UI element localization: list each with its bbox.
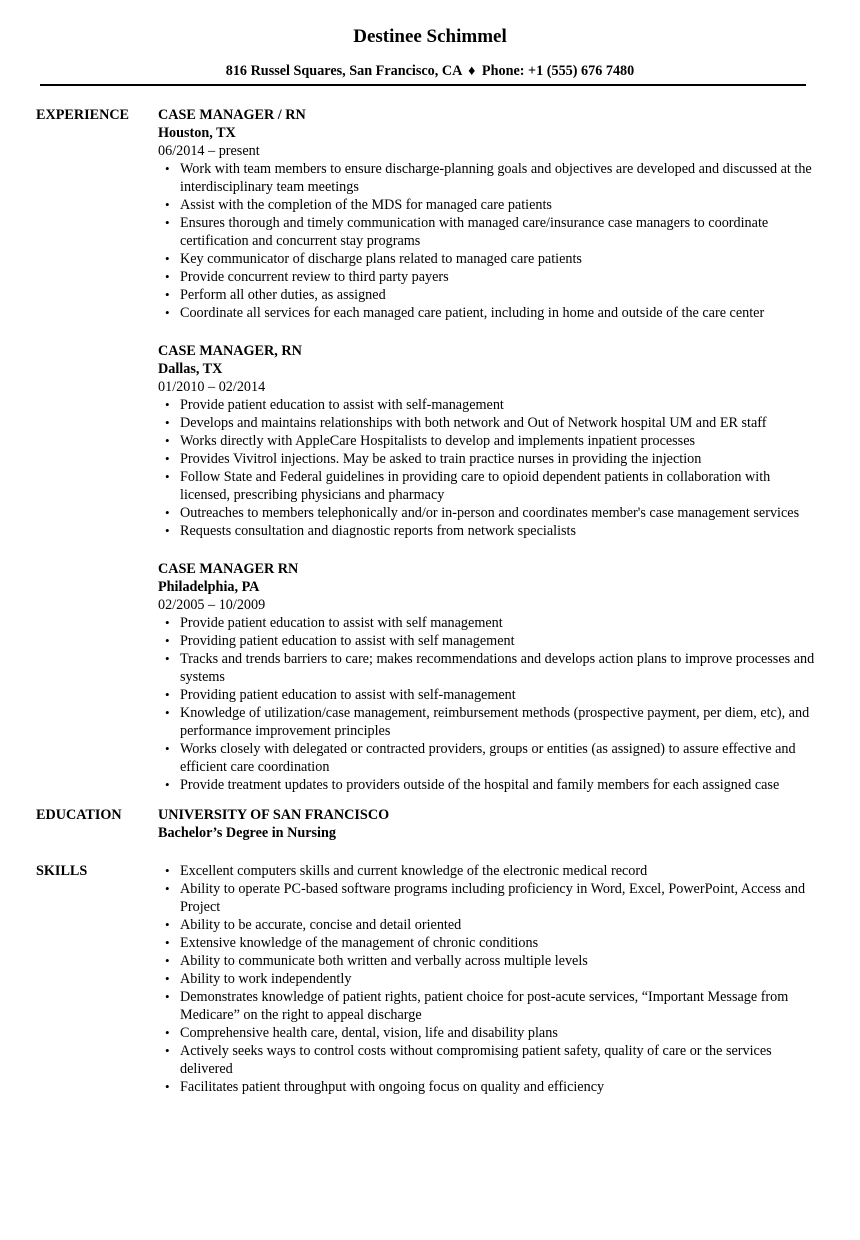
bullet-item: • Ability to work independently [158, 970, 820, 988]
education-body [158, 806, 860, 842]
bullet-item: • Key communicator of discharge plans related to managed care patients [158, 250, 820, 268]
bullet-item: • Assist with the completion of the MDS for managed care patients [158, 196, 820, 214]
resume-header [0, 0, 860, 86]
school-name: UNIVERSITY OF SAN FRANCISCO [158, 807, 390, 823]
job-title: CASE MANAGER / RN [158, 107, 306, 123]
header-divider [40, 84, 806, 86]
bullet-item: • Facilitates patient throughput with ongoing focus on quality and efficiency [158, 1078, 820, 1096]
degree: Bachelor’s Degree in Nursing [158, 825, 336, 841]
job-title: CASE MANAGER RN [158, 561, 299, 577]
phone: Phone: +1 (555) 676 7480 [481, 63, 635, 79]
bullet-item: • Outreaches to members telephonically and/or in-person and coordinates member's case management services [158, 504, 820, 522]
job-bullets [158, 614, 820, 794]
diamond-separator-icon: ♦ [468, 63, 476, 79]
bullet-item: • Providing patient education to assist with self management [158, 632, 820, 650]
section-label-experience: EXPERIENCE [36, 107, 130, 123]
education-section [0, 806, 860, 842]
bullet-item: • Ability to communicate both written and verbally across multiple levels [158, 952, 820, 970]
section-label-skills: SKILLS [36, 863, 88, 879]
bullet-item: • Provide treatment updates to providers outside of the hospital and family members for each assigned case [158, 776, 820, 794]
job-location: Houston, TX [158, 125, 236, 141]
job-entry [158, 106, 820, 322]
bullet-item: • Demonstrates knowledge of patient rights, patient choice for post-acute services, “Important Message from Medicare” on the right to appeal discharge [158, 988, 820, 1024]
skills-section [0, 862, 860, 1096]
address: 816 Russel Squares, San Francisco, CA [225, 63, 462, 79]
bullet-item: • Comprehensive health care, dental, vision, life and disability plans [158, 1024, 820, 1042]
bullet-item: • Provide concurrent review to third party payers [158, 268, 820, 286]
job-entry [158, 342, 820, 540]
bullet-item: • Providing patient education to assist with self-management [158, 686, 820, 704]
candidate-name: Destinee Schimmel [353, 26, 507, 47]
job-dates: 01/2010 – 02/2014 [158, 379, 266, 395]
experience-section [0, 106, 860, 794]
job-dates: 02/2005 – 10/2009 [158, 597, 266, 613]
bullet-item: • Ability to operate PC-based software programs including proficiency in Word, Excel, PowerPoint, Access and Project [158, 880, 820, 916]
bullet-item: • Works closely with delegated or contracted providers, groups or entities (as assigned) to assure effective and efficient care coordination [158, 740, 820, 776]
skills-body [158, 862, 860, 1096]
bullet-item: • Excellent computers skills and current knowledge of the electronic medical record [158, 862, 820, 880]
job-bullets [158, 160, 820, 322]
section-label-education: EDUCATION [36, 807, 122, 823]
bullet-item: • Work with team members to ensure discharge-planning goals and objectives are developed and discussed at the interdisciplinary team meetings [158, 160, 820, 196]
bullet-item: • Tracks and trends barriers to care; makes recommendations and develops action plans to improve processes and systems [158, 650, 820, 686]
skills-list [158, 862, 820, 1096]
bullet-item: • Coordinate all services for each managed care patient, including in home and outside of the care center [158, 304, 820, 322]
bullet-item: • Develops and maintains relationships with both network and Out of Network hospital UM and ER staff [158, 414, 820, 432]
bullet-item: • Works directly with AppleCare Hospitalists to develop and implements inpatient processes [158, 432, 820, 450]
job-entry [158, 560, 820, 794]
bullet-item: • Ability to be accurate, concise and detail oriented [158, 916, 820, 934]
job-location: Philadelphia, PA [158, 579, 260, 595]
bullet-item: • Follow State and Federal guidelines in providing care to opioid dependent patients in collaboration with licensed, prescribing physicians and pharmacy [158, 468, 820, 504]
bullet-item: • Provide patient education to assist with self-management [158, 396, 820, 414]
job-location: Dallas, TX [158, 361, 223, 377]
bullet-item: • Actively seeks ways to control costs without compromising patient safety, quality of care or the services delivered [158, 1042, 820, 1078]
job-dates: 06/2014 – present [158, 143, 260, 159]
bullet-item: • Knowledge of utilization/case management, reimbursement methods (prospective payment, per diem, etc), and performance improvement principles [158, 704, 820, 740]
bullet-item: • Extensive knowledge of the management of chronic conditions [158, 934, 820, 952]
job-bullets [158, 396, 820, 540]
bullet-item: • Provide patient education to assist with self management [158, 614, 820, 632]
bullet-item: • Ensures thorough and timely communication with managed care/insurance case managers to coordinate certification and concurrent stay programs [158, 214, 820, 250]
bullet-item: • Provides Vivitrol injections. May be asked to train practice nurses in providing the injection [158, 450, 820, 468]
bullet-item: • Requests consultation and diagnostic reports from network specialists [158, 522, 820, 540]
job-title: CASE MANAGER, RN [158, 343, 302, 359]
experience-body [158, 106, 860, 794]
contact-line [0, 62, 860, 80]
bullet-item: • Perform all other duties, as assigned [158, 286, 820, 304]
